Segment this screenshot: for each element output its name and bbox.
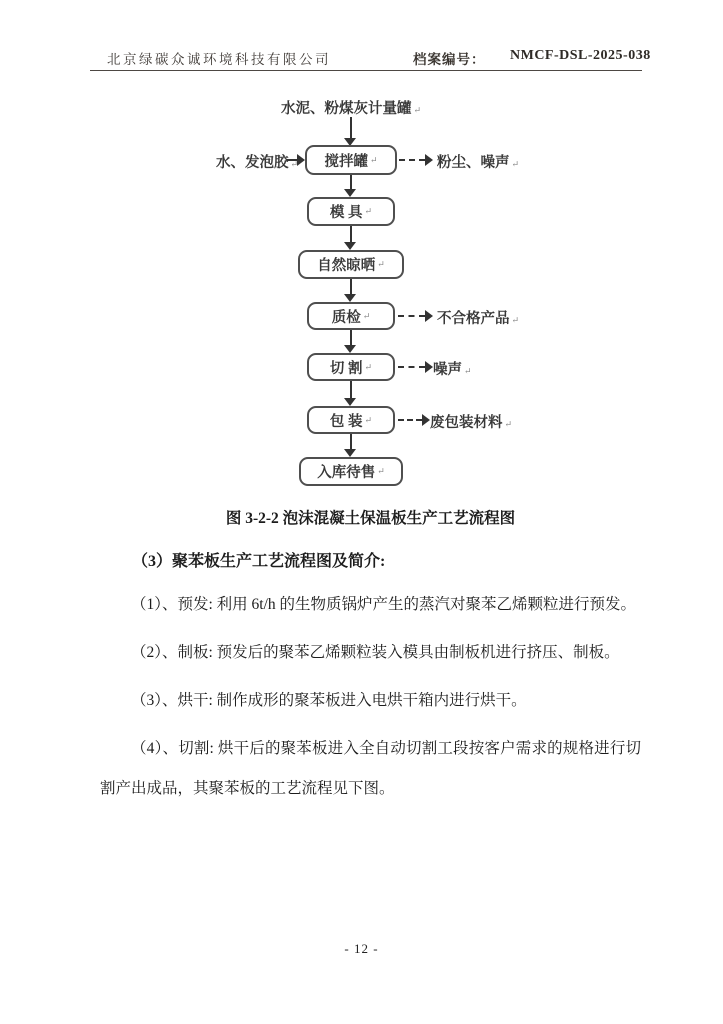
emission-arrow-head	[425, 361, 433, 373]
arrow-down-head	[344, 398, 356, 406]
paragraph-board-making: （2）、制板: 预发后的聚苯乙烯颗粒装入模具由制板机进行挤压、制板。	[131, 644, 620, 661]
return-mark: ↵	[364, 414, 373, 425]
return-mark: ↵	[364, 361, 373, 372]
emission-arrow-head	[422, 414, 430, 426]
arrow-down-head	[344, 449, 356, 457]
arrow-down-line	[350, 330, 352, 345]
flow-node-mold	[307, 197, 395, 226]
emission-dashed-line	[399, 159, 425, 161]
paragraph-drying: （3）、烘干: 制作成形的聚苯板进入电烘干箱内进行烘干。	[131, 692, 527, 709]
page-number: - 12 -	[344, 941, 379, 956]
node-label: 模 具	[329, 205, 363, 221]
header-archive-label: 档案编号：	[413, 52, 486, 67]
figure-caption: 图 3-2-2 泡沫混凝土保温板生产工艺流程图	[225, 510, 516, 527]
flowchart-source-label	[251, 97, 451, 118]
flow-node-packaging	[307, 406, 395, 434]
node-label: 切 割	[329, 360, 363, 377]
arrow-down-line	[350, 117, 352, 138]
emission-text: 废包装材料	[430, 415, 503, 431]
arrow-down-head	[344, 294, 356, 302]
emission-text: 不合格产品	[437, 311, 510, 327]
emission-text: 噪声	[433, 362, 462, 378]
return-mark: ↵	[364, 206, 373, 216]
emission-arrow-head	[425, 154, 433, 166]
arrow-down-head	[344, 189, 356, 197]
arrow-down-line	[350, 279, 352, 294]
flow-node-cutting	[307, 353, 395, 381]
return-mark: ↵	[290, 159, 299, 169]
emission-dashed-line	[398, 366, 425, 368]
input-text: 水、发泡胶	[216, 155, 289, 171]
node-label: 入库待售	[317, 465, 376, 481]
header-company-name: 北京绿碳众诚环境科技有限公司	[107, 52, 331, 67]
return-mark: ↵	[413, 105, 422, 115]
emission-text: 粉尘、噪声	[437, 155, 510, 171]
return-mark: ↵	[362, 310, 371, 321]
emission-arrow-head	[425, 310, 433, 322]
arrow-down-line	[350, 175, 352, 189]
arrow-down-line	[350, 226, 352, 242]
node-label: 搅拌罐	[324, 153, 368, 170]
emission-dashed-line	[398, 419, 422, 421]
return-mark: ↵	[511, 159, 520, 169]
flow-node-quality-inspection	[307, 302, 395, 330]
return-mark: ↵	[377, 259, 385, 269]
flowchart-input-label	[216, 151, 298, 172]
node-label: 自然晾晒	[317, 258, 376, 274]
emission-label-dust-noise	[437, 151, 519, 172]
return-mark: ↵	[369, 154, 378, 165]
emission-label-waste-packaging	[430, 411, 512, 432]
arrow-down-line	[350, 381, 352, 398]
header-archive-number: NMCF-DSL-2025-038	[510, 48, 651, 63]
process-flowchart	[0, 0, 723, 500]
emission-label-rejects	[437, 307, 519, 328]
section-heading: （3）聚苯板生产工艺流程图及简介:	[132, 553, 386, 570]
arrow-down-head	[344, 345, 356, 353]
return-mark: ↵	[504, 419, 513, 429]
input-arrow-head	[297, 154, 305, 166]
arrow-down-head	[344, 242, 356, 250]
arrow-down-line	[350, 434, 352, 449]
return-mark: ↵	[511, 315, 520, 325]
flow-node-natural-drying	[298, 250, 404, 279]
emission-dashed-line	[398, 315, 425, 317]
node-label: 质检	[331, 309, 361, 326]
return-mark: ↵	[464, 366, 472, 376]
emission-label-noise	[433, 358, 472, 379]
node-label: 包 装	[329, 413, 363, 430]
flowchart-source-text: 水泥、粉煤灰计量罐	[280, 101, 412, 117]
flow-node-warehouse	[299, 457, 403, 486]
flow-node-mixing-tank	[305, 145, 397, 175]
body-content	[100, 505, 641, 809]
paragraph-cutting: （4）、切割: 烘干后的聚苯板进入全自动切割工段按客户需求的规格进行切割产出成品，其聚苯板的工艺流程见下图。	[100, 740, 641, 797]
return-mark: ↵	[377, 466, 385, 476]
paragraph-pre-expansion: （1）、预发: 利用 6t/h 的生物质锅炉产生的蒸汽对聚苯乙烯颗粒进行预发。	[131, 596, 637, 613]
